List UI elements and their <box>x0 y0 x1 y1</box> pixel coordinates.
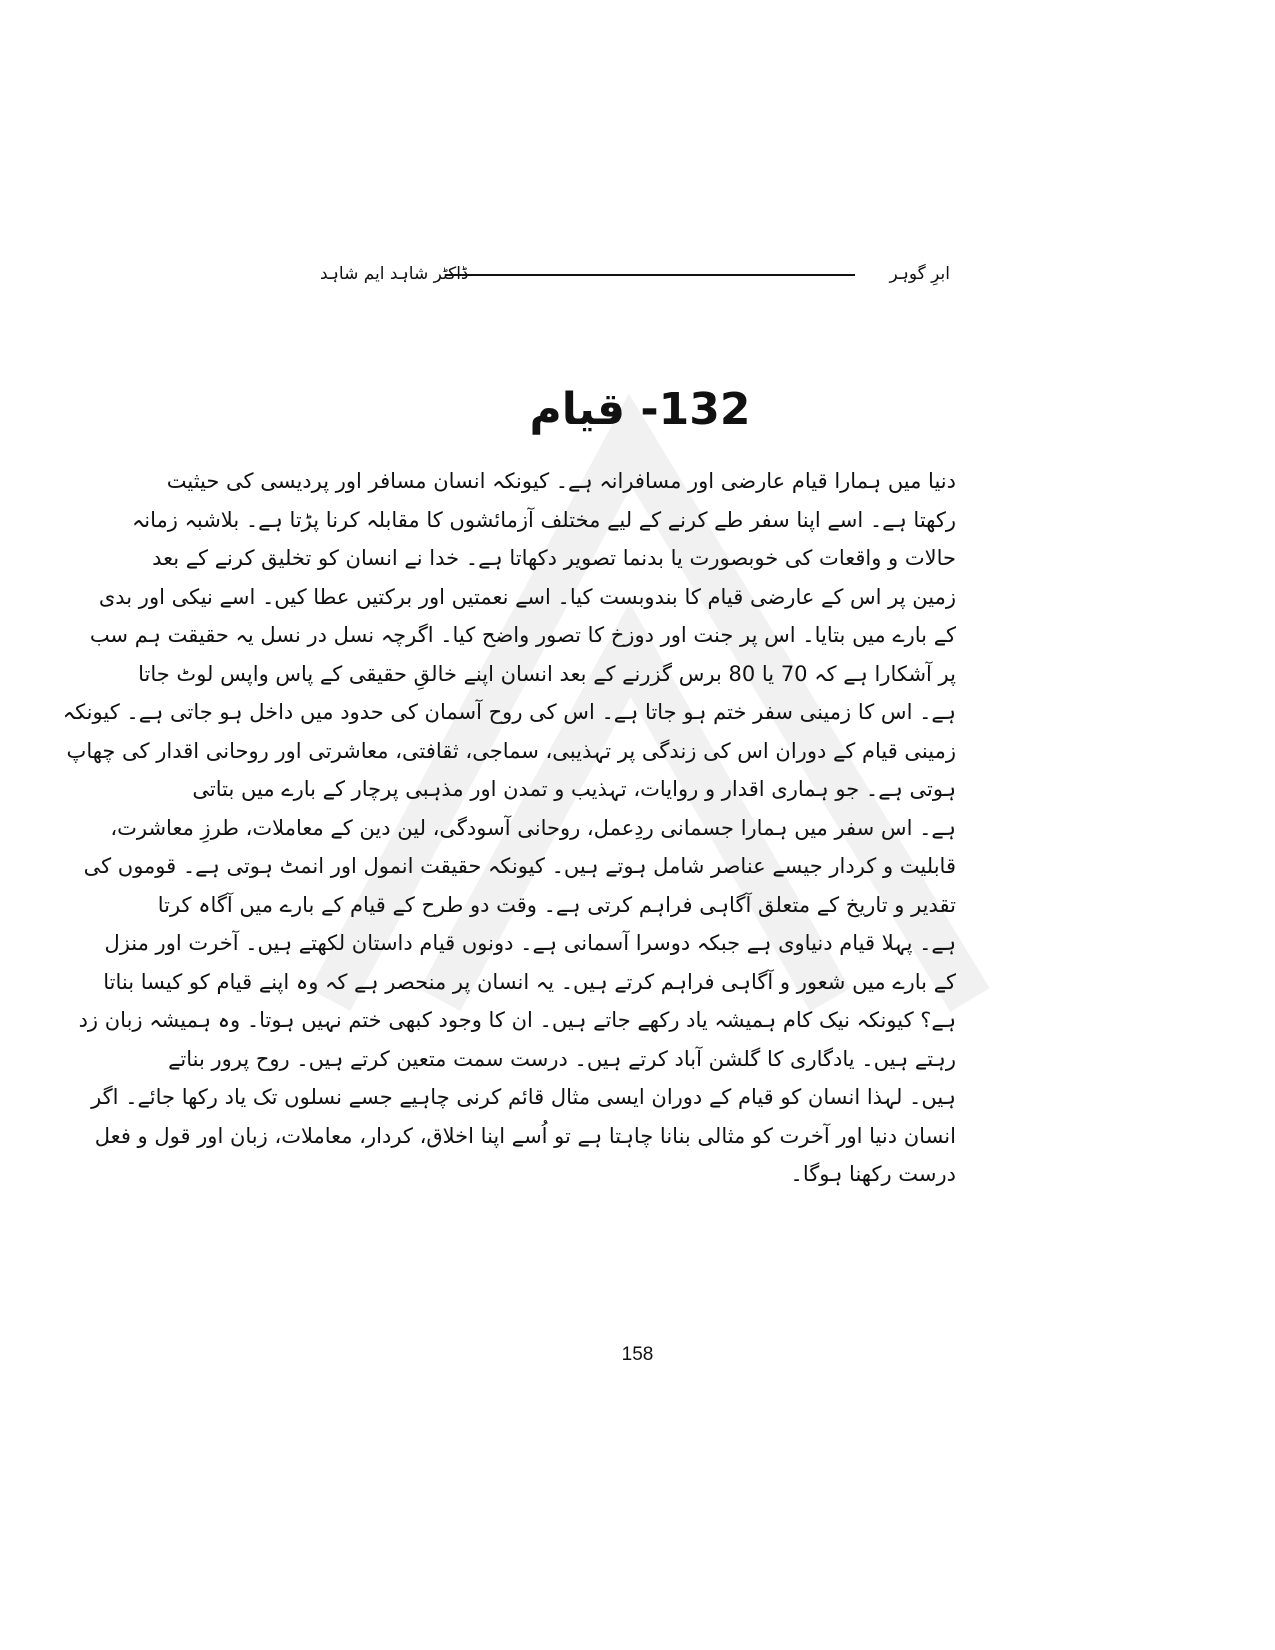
header-rule <box>445 274 855 276</box>
text-line: ہے۔ اس کا زمینی سفر ختم ہو جاتا ہے۔ اس کی روح آسمان کی حدود میں داخل ہو جاتی ہے۔ کیونکہ <box>62 700 956 724</box>
text-line: رہتے ہیں۔ یادگاری کا گلشن آباد کرتے ہیں۔ درست سمت متعین کرتے ہیں۔ روح پرور بناتے <box>168 1046 956 1071</box>
text-line: تقدیر و تاریخ کے متعلق آگاہی فراہم کرتی ہے۔ وقت دو طرح کے قیام کے بارے میں آگاہ کرتا <box>157 892 956 917</box>
text-line: ہے۔ اس سفر میں ہمارا جسمانی ردِعمل، روحانی آسودگی، لین دین کے معاملات، طرزِ معاشرت، <box>110 815 956 840</box>
text-line: کے بارے میں شعور و آگاہی فراہم کرتے ہیں۔ یہ انسان پر منحصر ہے کہ وہ اپنے قیام کو کیسا بناتا <box>103 969 956 994</box>
text-line: ہیں۔ لہذا انسان کو قیام کے دوران ایسی مثال قائم کرنی چاہیے جسے نسلوں تک یاد رکھا جائے۔ اگر <box>91 1085 956 1109</box>
chapter-title: 132- قیام <box>529 384 751 435</box>
running-header <box>320 260 950 290</box>
text-line: قابلیت و کردار جیسے عناصر شامل ہوتے ہیں۔ کیونکہ حقیقت انمول اور انمٹ ہوتی ہے۔ قوموں کی <box>83 854 956 878</box>
header-author: ڈاکٹر شاہد ایم شاہد <box>320 264 469 284</box>
text-line: کے بارے میں بتایا۔ اس پر جنت اور دوزخ کا تصور واضح کیا۔ اگرچہ نسل در نسل یہ حقیقت ہم سب <box>89 623 956 647</box>
text-line: انسان دنیا اور آخرت کو مثالی بنانا چاہتا ہے تو اُسے اپنا اخلاق، کردار، معاملات، زبان اور قول و فعل <box>94 1123 956 1148</box>
text-line: درست رکھنا ہوگا۔ <box>790 1162 956 1186</box>
header-book-title: ابرِ گوہر <box>889 264 950 284</box>
text-line: ہے؟ کیونکہ نیک کام ہمیشہ یاد رکھے جاتے ہیں۔ ان کا وجود کبھی ختم نہیں ہوتا۔ وہ ہمیشہ زبان زد <box>78 1008 956 1032</box>
text-line: پر آشکارا ہے کہ 70 یا 80 برس گزرنے کے بعد انسان اپنے خالقِ حقیقی کے پاس واپس لوٹ جاتا <box>138 661 956 686</box>
page-number: 158 <box>621 1344 654 1365</box>
text-line: زمینی قیام کے دوران اس کی زندگی پر تہذیبی، سماجی، ثقافتی، معاشرتی اور روحانی اقدار کی چھاپ <box>66 738 956 763</box>
text-line: ہے۔ پہلا قیام دنیاوی ہے جبکہ دوسرا آسمانی ہے۔ دونوں قیام داستان لکھتے ہیں۔ آخرت اور منزل <box>104 931 956 955</box>
text-line: زمین پر اس کے عارضی قیام کا بندوبست کیا۔ اسے نعمتیں اور برکتیں عطا کیں۔ اسے نیکی اور بدی <box>98 584 956 609</box>
text-line: دنیا میں ہمارا قیام عارضی اور مسافرانہ ہے۔ کیونکہ انسان مسافر اور پردیسی کی حیثیت <box>166 469 956 493</box>
text-line: رکھتا ہے۔ اسے اپنا سفر طے کرنے کے لیے مختلف آزمائشوں کا مقابلہ کرنا پڑتا ہے۔ بلاشبہ زمانہ <box>131 507 956 532</box>
body-paragraph <box>62 462 956 1194</box>
text-line: حالات و واقعات کی خوبصورت یا بدنما تصویر دکھاتا ہے۔ خدا نے انسان کو تخلیق کرنے کے بعد <box>152 546 956 570</box>
text-line: ہوتی ہے۔ جو ہماری اقدار و روایات، تہذیب و تمدن اور مذہبی پرچار کے بارے میں بتاتی <box>192 777 956 801</box>
